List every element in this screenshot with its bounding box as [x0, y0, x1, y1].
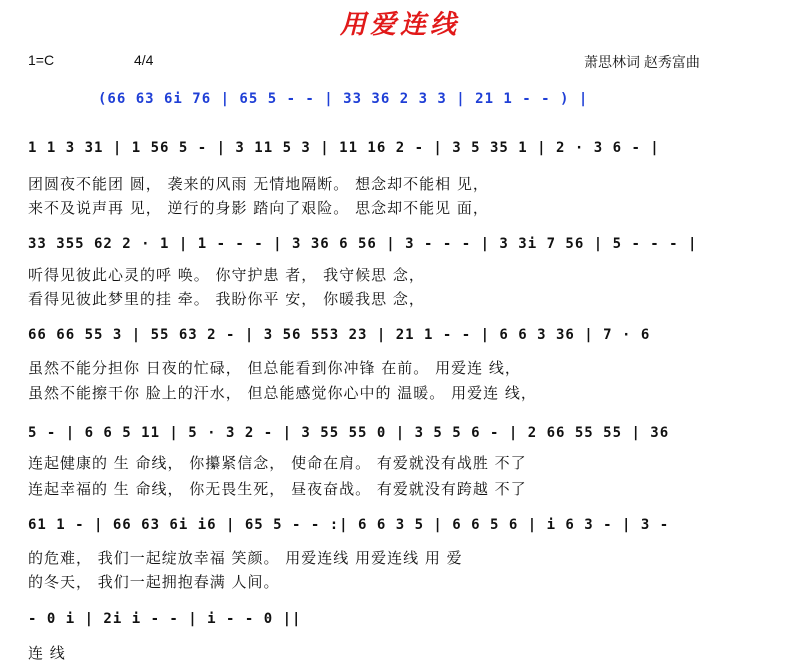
- lyric-line-5-verse-2: 的冬天， 我们一起拥抱春满 人间。: [28, 573, 280, 591]
- lyric-line-3-verse-1: 虽然不能分担你 日夜的忙碌， 但总能看到你冲锋 在前。 用爱连 线，: [28, 359, 521, 377]
- notation-line-2: 33 355 62 2 · 1 | 1 - - - | 3 36 6 56 | 3 - - - | 3 3i 7 56 | 5 - - - |: [28, 236, 698, 252]
- time-signature: 4/4: [134, 52, 154, 68]
- lyric-line-4-verse-1: 连起健康的 生 命线， 你攥紧信念， 使命在肩。 有爱就没有战胜 不了: [28, 454, 527, 472]
- lyric-line-6-verse-1: 连 线: [28, 644, 66, 662]
- intro-notes: (66 63 6i 76 | 65 5 - - | 33 36 2 3 3 | 21 1 - - ) |: [98, 91, 589, 107]
- lyric-line-5-verse-1: 的危难， 我们一起绽放幸福 笑颜。 用爱连线 用爱连线 用 爱: [28, 549, 463, 567]
- key-signature: 1=C: [28, 52, 55, 68]
- lyric-line-2-verse-1: 听得见彼此心灵的呼 唤。 你守护患 者， 我守候思 念，: [28, 266, 425, 284]
- notation-line-6: - 0 i | 2i i - - | i - - 0 ||: [28, 611, 302, 627]
- notation-line-3: 66 66 55 3 | 55 63 2 - | 3 56 553 23 | 21 1 - - | 6 6 3 36 | 7 · 6: [28, 327, 651, 343]
- notation-line-4: 5 - | 6 6 5 11 | 5 · 3 2 - | 3 55 55 0 | 3 5 5 6 - | 2 66 55 55 | 36: [28, 425, 670, 441]
- lyric-line-3-verse-2: 虽然不能擦干你 脸上的汗水， 但总能感觉你心中的 温暖。 用爱连 线，: [28, 384, 537, 402]
- lyric-line-1-verse-1: 团圆夜不能团 圆， 袭来的风雨 无情地隔断。 想念却不能相 见，: [28, 175, 489, 193]
- lyric-line-2-verse-2: 看得见彼此梦里的挂 牵。 我盼你平 安， 你暖我思 念，: [28, 290, 425, 308]
- credits: 萧思林词 赵秀富曲: [584, 54, 700, 70]
- score-title: 用爱连线: [339, 10, 460, 40]
- lyric-line-1-verse-2: 来不及说声再 见， 逆行的身影 踏向了艰险。 思念却不能见 面，: [28, 199, 489, 217]
- notation-line-5: 61 1 - | 66 63 6i i6 | 65 5 - - :| 6 6 3 5 | 6 6 5 6 | i 6 3 - | 3 -: [28, 517, 670, 533]
- notation-line-1: 1 1 3 31 | 1 56 5 - | 3 11 5 3 | 11 16 2 - | 3 5 35 1 | 2 · 3 6 - |: [28, 140, 660, 156]
- lyric-line-4-verse-2: 连起幸福的 生 命线， 你无畏生死， 昼夜奋战。 有爱就没有跨越 不了: [28, 480, 527, 498]
